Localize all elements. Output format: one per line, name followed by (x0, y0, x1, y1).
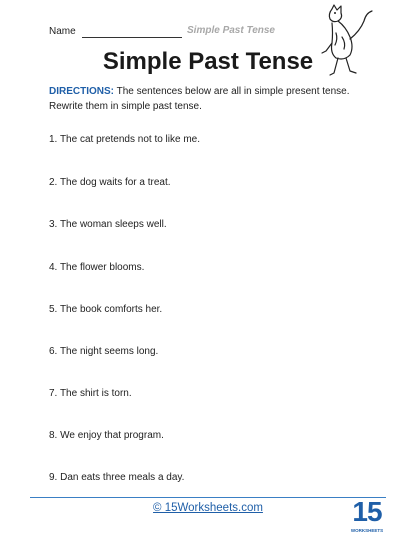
page-title: Simple Past Tense (102, 48, 314, 75)
list-item: 9. Dan eats three meals a day. (49, 472, 185, 483)
name-blank-line[interactable] (82, 37, 182, 38)
list-item: 1. The cat pretends not to like me. (49, 134, 201, 145)
directions (49, 84, 379, 114)
directions-label: DIRECTIONS: (49, 86, 114, 97)
name-label: Name (49, 26, 76, 37)
list-item: 8. We enjoy that program. (49, 430, 164, 441)
15worksheets-logo (349, 498, 385, 538)
copyright-link[interactable]: © 15Worksheets.com (153, 502, 263, 514)
list-item: 4. The flower blooms. (49, 262, 145, 273)
worksheet-subtitle: Simple Past Tense (187, 25, 275, 36)
logo-word: WORKSHEETS (350, 528, 384, 533)
list-item: 3. The woman sleeps well. (49, 219, 167, 230)
worksheet-header (49, 24, 349, 40)
list-item: 5. The book comforts her. (49, 304, 163, 315)
list-item: 2. The dog waits for a treat. (49, 177, 171, 188)
footer-divider (30, 497, 386, 498)
logo-number: 15 (352, 496, 382, 527)
cat-eye-icon (334, 12, 336, 14)
list-item: 6. The night seems long. (49, 346, 159, 357)
directions-text: The sentences below are all in simple present tense. Rewrite them in simple past tense. (49, 86, 350, 112)
list-item: 7. The shirt is torn. (49, 388, 132, 399)
